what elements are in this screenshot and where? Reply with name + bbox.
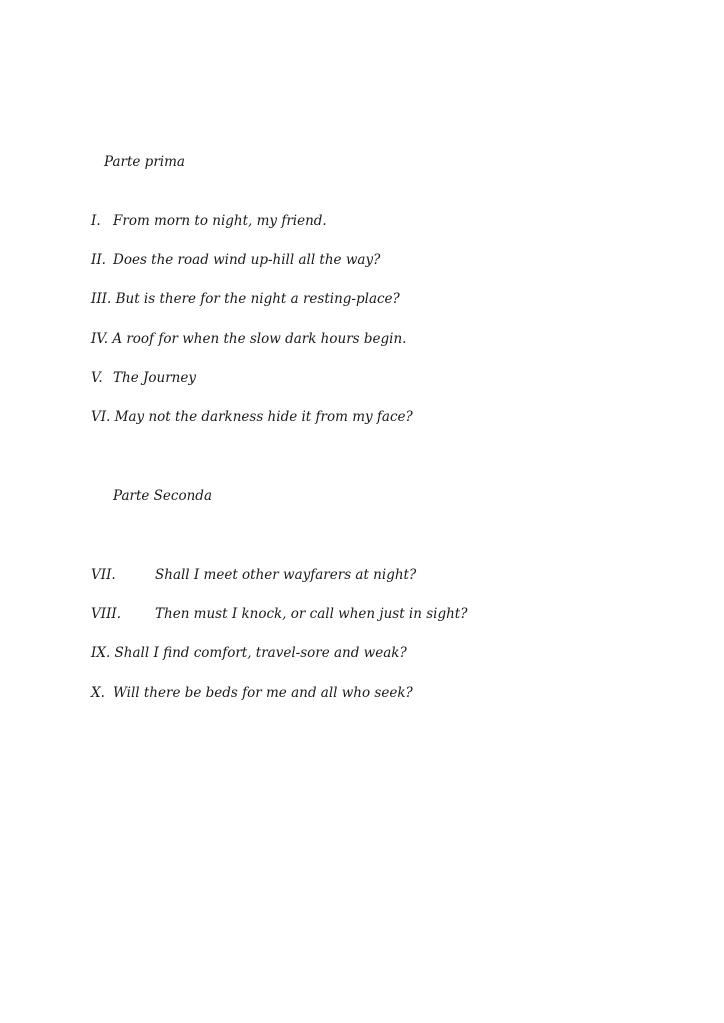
list-item <box>91 567 416 583</box>
list-item <box>91 331 406 347</box>
item-number: X. <box>91 685 105 701</box>
item-number: VIII. <box>91 606 122 622</box>
item-text: From morn to night, my friend. <box>113 213 327 229</box>
item-text: The Journey <box>113 370 196 386</box>
list-item <box>91 370 196 386</box>
list-item <box>91 252 380 268</box>
item-number: III. <box>91 291 112 307</box>
item-text: A roof for when the slow dark hours begin. <box>112 331 407 347</box>
item-text: Shall I meet other wayfarers at night? <box>155 567 417 583</box>
list-item <box>91 685 413 701</box>
item-text: Does the road wind up-hill all the way? <box>113 252 381 268</box>
item-number: II. <box>91 252 106 268</box>
part-one-heading: Parte prima <box>104 154 185 170</box>
item-text: May not the darkness hide it from my face? <box>114 409 413 425</box>
item-text: But is there for the night a resting-place? <box>115 291 400 307</box>
list-item <box>91 213 327 229</box>
item-number: IV. <box>91 331 109 347</box>
item-text: Will there be beds for me and all who seek? <box>113 685 413 701</box>
item-number: VI. <box>91 409 111 425</box>
item-text: Then must I knock, or call when just in sight? <box>155 606 468 622</box>
part-two-heading: Parte Seconda <box>113 488 212 504</box>
item-text: Shall I find comfort, travel-sore and weak? <box>114 645 407 661</box>
item-number: IX. <box>91 645 111 661</box>
item-number: VII. <box>91 567 116 583</box>
list-item <box>91 409 413 425</box>
item-number: V. <box>91 370 103 386</box>
list-item <box>91 291 400 307</box>
list-item <box>91 645 407 661</box>
item-number: I. <box>91 213 101 229</box>
list-item <box>91 606 467 622</box>
